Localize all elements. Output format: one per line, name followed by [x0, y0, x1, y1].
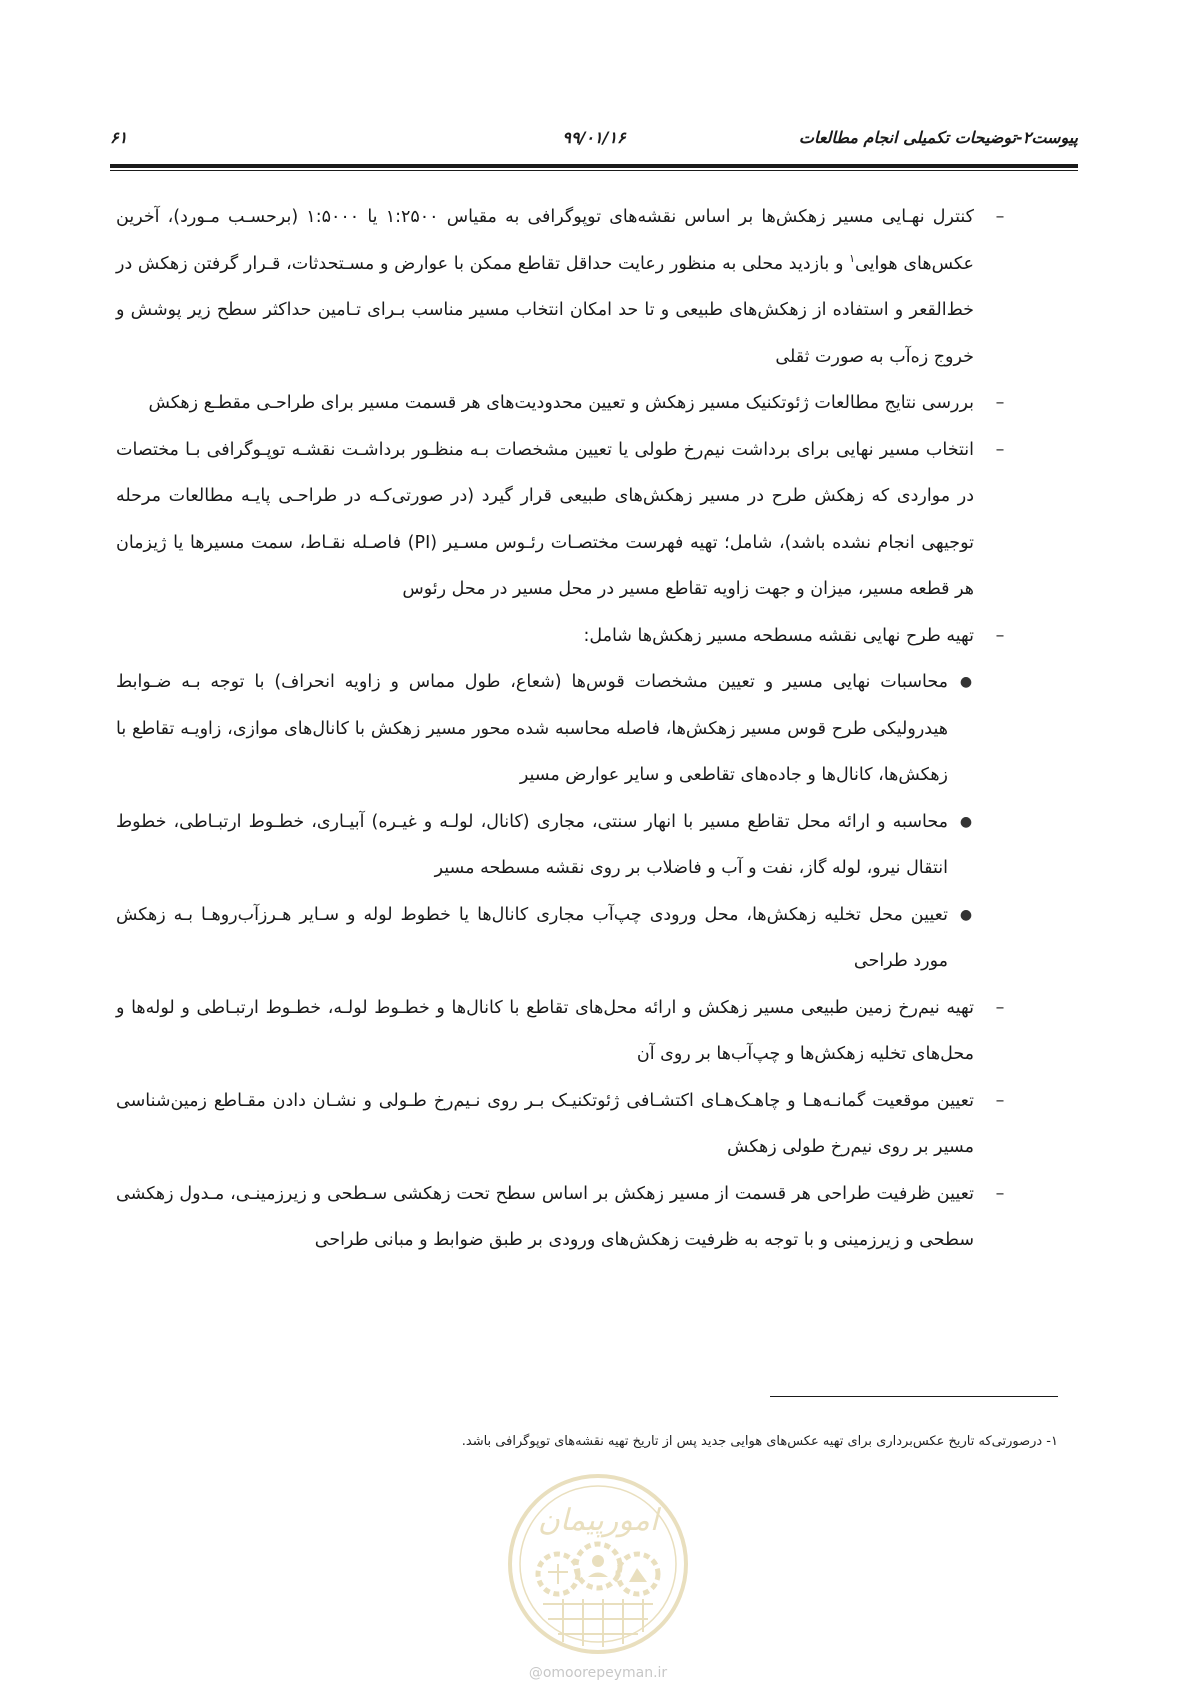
dash-item [116, 985, 1005, 1078]
watermark-url: @omoorepeyman.ir [528, 1665, 668, 1681]
page-number: ۶۱ [110, 128, 128, 147]
header-rule-thick [110, 164, 1078, 168]
page-header [110, 128, 1078, 152]
dash-item [116, 1078, 1005, 1171]
watermark-logo-text: امورپیمان [537, 1503, 659, 1538]
bullet-marker-icon: ● [959, 813, 973, 830]
dash-marker: – [995, 1183, 1005, 1204]
dash-item [116, 427, 1005, 613]
footnote: ۱- درصورتی‌که تاریخ عکس‌برداری برای تهیه عکس‌های هوایی جدید پس از تاریخ تهیه نقشه‌های توپوگرافی باشد. [461, 1434, 1058, 1449]
dash-marker: – [995, 207, 1005, 227]
watermark-emblem-icon [503, 1464, 693, 1664]
dash-marker: – [995, 997, 1005, 1018]
bullet-item [116, 799, 973, 892]
header-rule-thin [110, 170, 1078, 171]
item-text: تعیین محل تخلیه زهکش‌ها، محل ورودی چپ‌آب مجاری کانال‌ها یا خطوط لوله و سـایر هـرزآب‌روهـا بـه زهکش مورد طراحی [116, 904, 948, 971]
watermark-logo [503, 1464, 693, 1679]
item-text: انتخاب مسیر نهایی برای برداشت نیم‌رخ طولی یا تعیین مشخصات بـه منظـور برداشـت نقشـه توپـوگرافی بـا مختصات در مواردی که زهکش طرح در مسیر زهکش‌های طبیعی قرار گیرد (در صورتی‌کـه در طراحـی پایـه مطالعات مرحله توجیهی انجام نشده باشد)، شامل؛ تهیه فهرست مختصـات رئـوس مسـیر (PI) فاصـله نقـاط، سمت مسیرها یا ژیزمان هر قطعه مسیر، میزان و جهت زاویه تقاطع مسیر در محل مسیر در محل رئوس [116, 439, 975, 599]
bullet-item [116, 659, 973, 799]
bullet-marker-icon: ● [959, 906, 973, 923]
bullet-marker-icon: ● [959, 674, 973, 690]
dash-marker: – [995, 625, 1005, 646]
dash-marker: – [995, 439, 1005, 460]
item-text: تهیه طرح نهایی نقشه مسطحه مسیر زهکش‌ها شامل: [583, 625, 974, 646]
body-content [116, 194, 1005, 1264]
dash-marker: – [995, 1090, 1005, 1111]
item-text: کنترل نهـایی مسیر زهکش‌ها بر اساس نقشه‌های توپوگرافی به مقیاس ۱:۲۵۰۰ یا ۱:۵۰۰۰ (برحسـب مـورد)، آخرین عکس‌های هوایی [116, 207, 975, 274]
item-text: تعیین ظرفیت طراحی هر قسمت از مسیر زهکش بر اساس سطح تحت زهکشی سـطحی و زیرزمینـی، مـدول زهکشی سطحی و زیرزمینی و با توجه به ظرفیت زهکش‌های ورودی بر طبق ضوابط و مبانی طراحی [116, 1183, 974, 1250]
header-title: پیوست۲-توضیحات تکمیلی انجام مطالعات [798, 128, 1078, 147]
item-text: محاسبه و ارائه محل تقاطع مسیر با انهار سنتی، مجاری (کانال، لولـه و غیـره) آبیـاری، خطـوط ارتبـاطی، خطوط انتقال نیرو، لوله گاز، نفت و آب و فاضلاب بر روی نقشه مسطحه مسیر [116, 811, 948, 878]
bullet-item [116, 892, 973, 985]
dash-marker: – [995, 393, 1005, 413]
dash-item [116, 194, 1005, 380]
dash-item [116, 380, 1005, 427]
item-text: تعیین موقعیت گمانـه‌هـا و چاهـک‌هـای اکتشـافی ژئوتکنیـک بـر روی نـیم‌رخ طـولی و نشـان دادن مقـاطع زمین‌شناسی مسیر بر روی نیم‌رخ طولی زهکش [116, 1090, 974, 1157]
item-text: محاسبات نهایی مسیر و تعیین مشخصات قوس‌ها (شعاع، طول مماس و زاویه انحراف) با توجه بـه ضـوابط هیدرولیکی طرح قوس مسیر زهکش‌ها، فاصله محاسبه شده محور مسیر زهکش با کانال‌های موازی، زاویـه تقاطع با زهکش‌ها، کانال‌ها و جاده‌های تقاطعی و سایر عوارض مسیر [116, 672, 948, 785]
dash-item [116, 613, 1005, 660]
item-text: بررسی نتایج مطالعات ژئوتکنیک مسیر زهکش و تعیین محدودیت‌های هر قسمت مسیر برای طراحـی مقطـع زهکش [148, 393, 974, 413]
dash-item [116, 1171, 1005, 1264]
header-date: ۹۹/۰۱/۱۶ [562, 128, 626, 147]
footnote-reference[interactable]: ۱ [849, 251, 856, 265]
footnote-rule [770, 1396, 1058, 1397]
item-text: تهیه نیم‌رخ زمین طبیعی مسیر زهکش و ارائه محل‌های تقاطع با کانال‌ها و خطـوط لولـه، خطـوط ارتبـاطی و لوله‌ها و محل‌های تخلیه زهکش‌ها و چپ‌آب‌ها بر روی آن [116, 997, 974, 1064]
item-text-continued: و بازدید محلی به منظور رعایت حداقل تقاطع ممکن با عوارض و مسـتحدثات، قـرار گرفتن زهکش در خط‌القعر و استفاده از زهکش‌های طبیعی و تا حد امکان انتخاب مسیر مناسب بـرای تـامین حداکثر سطح زیر پوشش و خروج زه‌آب به صورت ثقلی [116, 253, 974, 367]
